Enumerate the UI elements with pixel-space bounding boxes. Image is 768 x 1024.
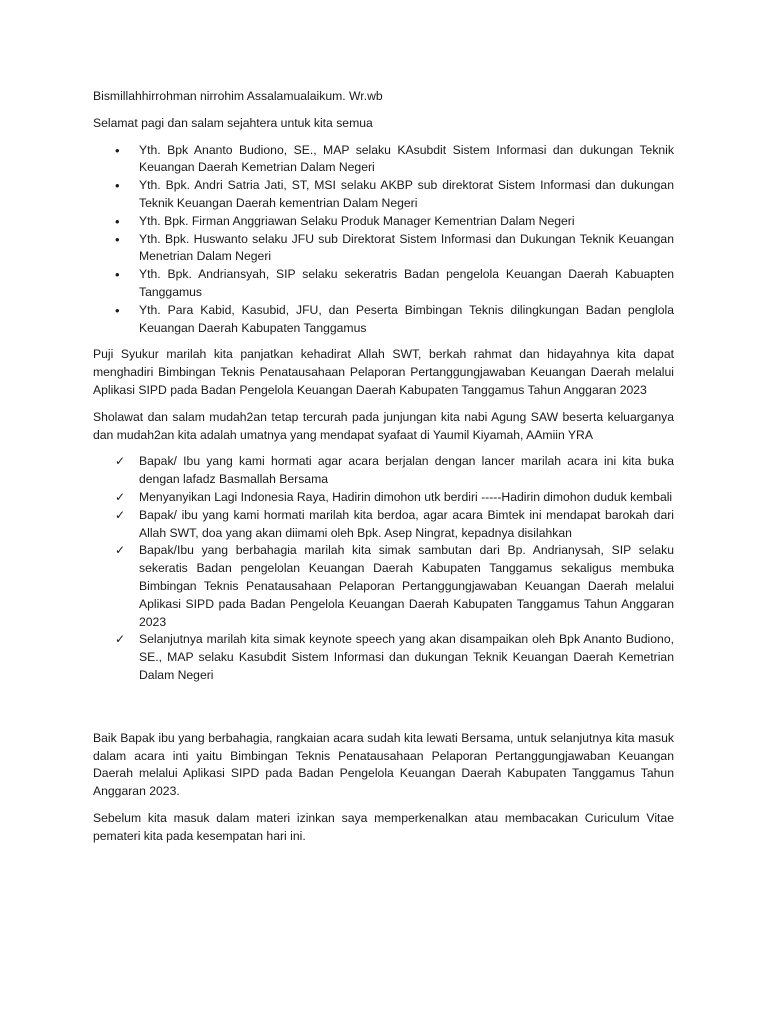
blank-space [93,694,674,730]
agenda-item: ✓ Bapak/ Ibu yang kami hormati agar acara berjalan dengan lancer marilah acara ini kita buka dengan lafadz Basmallah Bersama [93,453,674,489]
agenda-item: ✓ Bapak/ ibu yang kami hormati marilah kita berdoa, agar acara Bimtek ini mendapat barokah dari Allah SWT, doa yang akan diimami oleh Bpk. Asep Ningrat, kepadnya disilahkan [93,507,674,543]
transition-paragraph: Baik Bapak ibu yang berbahagia, rangkaian acara sudah kita lewati Bersama, untuk selanjutnya kita masuk dalam acara inti yaitu Bimbingan Teknis Penatausahaan Pelaporan Pertanggungjawaban Keuangan Daerah melalui Aplikasi SIPD pada Badan Pengelola Keuangan Daerah Kabupaten Tanggamus Tahun Anggaran 2023. [93,730,674,799]
morning-greeting: Selamat pagi dan salam sejahtera untuk kita semua [93,115,373,130]
agenda-list [93,453,674,684]
honorific-item: • Yth. Para Kabid, Kasubid, JFU, dan Peserta Bimbingan Teknis dilingkungan Badan penglola Keuangan Daerah Kabupaten Tanggamus [93,302,674,338]
honorifics-list [93,142,674,338]
honorific-item: • Yth. Bpk. Firman Anggriawan Selaku Produk Manager Kementrian Dalam Negeri [93,213,674,231]
honorific-item: • Yth. Bpk Ananto Budiono, SE., MAP selaku KAsubdit Sistem Informasi dan dukungan Teknik Keuangan Daerah Kemetrian Dalam Negeri [93,142,674,178]
agenda-item: ✓ Bapak/Ibu yang berbahagia marilah kita simak sambutan dari Bp. Andrianysah, SIP selaku sekeratis Badan pengelolan Keuangan Daerah Kabupaten Tanggamus sekaligus membuka Bimbingan Teknis Penatausahaan Pelaporan Pertanggungjawaban Keuangan Daerah melalui Aplikasi SIPD pada Badan Pengelola Keuangan Daerah Kabupaten Tanggamus Tahun Anggaran 2023 [93,542,674,631]
honorific-item: • Yth. Bpk. Huswanto selaku JFU sub Direktorat Sistem Informasi dan Dukungan Teknik Keuangan Menetrian Dalam Negeri [93,231,674,267]
opening-greeting: Bismillahhirrohman nirrohim Assalamualaikum. Wr.wb [93,89,383,103]
sholawat-paragraph: Sholawat dan salam mudah2an tetap tercurah pada junjungan kita nabi Agung SAW beserta keluarganya dan mudah2an kita adalah umatnya yang mendapat syafaat di Yaumil Kiyamah, AAmiin YRA [93,409,674,442]
agenda-item: ✓ Menyanyikan Lagi Indonesia Raya, Hadirin dimohon utk berdiri -----Hadirin dimohon duduk kembali [93,489,674,507]
honorific-item: • Yth. Bpk. Andriansyah, SIP selaku sekeratris Badan pengelola Keuangan Daerah Kabuapten Tanggamus [93,266,674,302]
closing-paragraph: Sebelum kita masuk dalam materi izinkan saya memperkenalkan atau membacakan Curiculum Vitae pemateri kita pada kesempatan hari ini. [93,810,674,843]
gratitude-paragraph: Puji Syukur marilah kita panjatkan kehadirat Allah SWT, berkah rahmat dan hidayahnya kita dapat menghadiri Bimbingan Teknis Penatausahaan Pelaporan Pertanggungjawaban Keuangan Daerah melalui Aplikasi SIPD pada Badan Pengelola Keuangan Daerah Kabupaten Tanggamus Tahun Anggaran 2023 [93,347,674,397]
agenda-item: ✓ Selanjutnya marilah kita simak keynote speech yang akan disampaikan oleh Bpk Ananto Budiono, SE., MAP selaku Kasubdit Sistem Informasi dan dukungan Teknik Keuangan Daerah Kemetrian Dalam Negeri [93,631,674,684]
honorific-item: • Yth. Bpk. Andri Satria Jati, ST, MSI selaku AKBP sub direktorat Sistem Informasi dan dukungan Teknik Keuangan Daerah kementrian Dalam Negeri [93,177,674,213]
document-page [93,88,674,854]
